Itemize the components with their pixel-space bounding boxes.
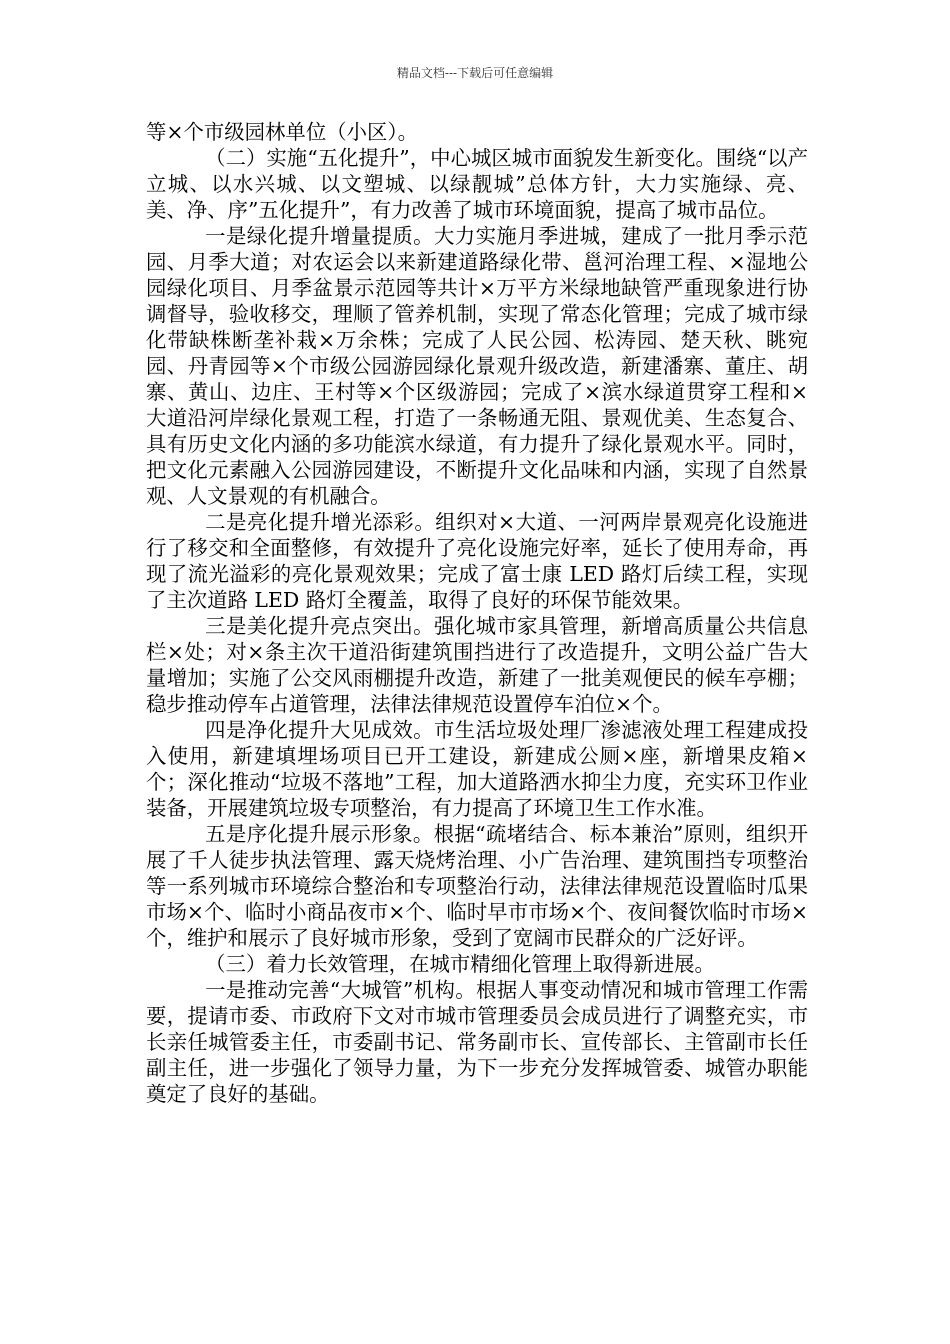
paragraph: 五是序化提升展示形象。根据“疏堵结合、标本兼治”原则，组织开展了千人徒步执法管理、露天烧烤治理、小广告治理、建筑围挡专项整治等一系列城市环境综合整治和专项整治行动，法律法律规范设置临时瓜果市场×个、临时小商品夜市×个、临时早市市场×个、夜间餐饮临时市场×个，维护和展示了良好城市形象，受到了宽阔市民群众的广泛好评。 — [146, 822, 808, 950]
paragraph: （三）着力长效管理，在城市精细化管理上取得新进展。 — [205, 952, 715, 976]
paragraph: （二）实施“五化提升”，中心城区城市面貌发生新变化。围绕“以产立城、以水兴城、以文塑城、以绿靓城”总体方针，大力实施绿、亮、美、净、序”五化提升”，有力改善了城市环境面貌，提高了城市品位。 — [146, 146, 808, 222]
document-body — [146, 119, 808, 1107]
paragraph: 四是净化提升大见成效。市生活垃圾处理厂渗滤液处理工程建成投入使用，新建填埋场项目已开工建设，新建成公厕×座，新增果皮箱×个；深化推动“垃圾不落地”工程，加大道路洒水抑尘力度，充实环卫作业装备，开展建筑垃圾专项整治，有力提高了环境卫生工作水准。 — [146, 718, 808, 820]
paragraph: 三是美化提升亮点突出。强化城市家具管理，新增高质量公共信息栏×处；对×条主次干道沿街建筑围挡进行了改造提升，文明公益广告大量增加；实施了公交风雨棚提升改造，新建了一批美观便民的候车亭棚；稳步推动停车占道管理，法律法律规范设置停车泊位×个。 — [146, 614, 808, 716]
paragraph: 一是推动完善“大城管”机构。根据人事变动情况和城市管理工作需要，提请市委、市政府下文对市城市管理委员会成员进行了调整充实，市长亲任城管委主任，市委副书记、常务副市长、宣传部长、主管副市长任副主任，进一步强化了领导力量，为下一步充分发挥城管委、城管办职能奠定了良好的基础。 — [146, 978, 808, 1106]
paragraph: 二是亮化提升增光添彩。组织对×大道、一河两岸景观亮化设施进行了移交和全面整修，有效提升了亮化设施完好率，延长了使用寿命，再现了流光溢彩的亮化景观效果；完成了富士康 LED 路灯后续工程，实现了主次道路 LED 路灯全覆盖，取得了良好的环保节能效果。 — [146, 510, 808, 612]
paragraph: 一是绿化提升增量提质。大力实施月季进城，建成了一批月季示范园、月季大道；对农运会以来新建道路绿化带、邕河治理工程、×湿地公园绿化项目、月季盆景示范园等共计×万平方米绿地缺管严重现象进行协调督导，验收移交，理顺了管养机制，实现了常态化管理；完成了城市绿化带缺株断垄补栽×万余株；完成了人民公园、松涛园、楚天秋、眺宛园、丹青园等×个市级公园游园绿化景观升级改造，新建潘寨、董庄、胡寨、黄山、边庄、王村等×个区级游园；完成了×滨水绿道贯穿工程和×大道沿河岸绿化景观工程，打造了一条畅通无阻、景观优美、生态复合、具有历史文化内涵的多功能滨水绿道，有力提升了绿化景观水平。同时，把文化元素融入公园游园建设，不断提升文化品味和内涵，实现了自然景观、人文景观的有机融合。 — [146, 224, 808, 508]
page-header: 精品文档---下载后可任意编辑 — [396, 66, 554, 80]
paragraph: 等×个市级园林单位（小区）。 — [146, 120, 418, 144]
